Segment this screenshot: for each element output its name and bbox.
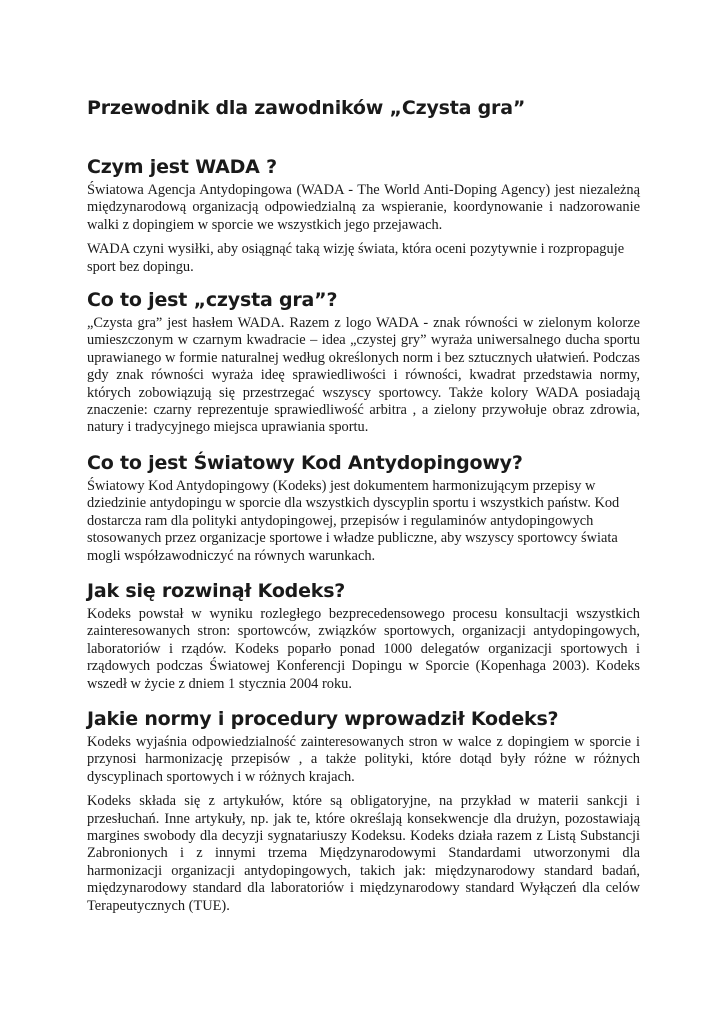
document-title: Przewodnik dla zawodników „Czysta gra” — [87, 97, 526, 119]
paragraph: Kodeks wyjaśnia odpowiedzialność zainteresowanych stron w walce z dopingiem w sporcie i przynosi harmonizację przepisów , a także polityki, które dotąd były różne w różnych dyscyplinach sportowych i w różnych krajach. — [87, 733, 640, 785]
section-heading: Co to jest Światowy Kod Antydopingowy? — [87, 451, 523, 474]
paragraph: Kodeks składa się z artykułów, które są obligatoryjne, na przykład w materii sankcji i przesłuchań. Inne artykuły, np. jak te, które określają konsekwencje dla drużyn, pozostawiają margines swobody dla decyzji sygnatariuszy Kodeksu. Kodeks działa razem z Listą Substancji Zabronionych i z innymi trzema Międzynarodowymi Standardami utworzonymi dla harmonizacji organizacji antydopingowych, takich jak: międzynarodowy standard badań, międzynarodowy standard dla laboratoriów i międzynarodowy standard Wyłączeń dla celów Terapeutycznych (TUE). — [87, 793, 640, 914]
document-page — [87, 96, 640, 929]
paragraph: WADA czyni wysiłki, aby osiągnąć taką wizję świata, która oceni pozytywnie i rozpropaguje sport bez dopingu. — [87, 241, 625, 275]
paragraph: Kodeks powstał w wyniku rozległego bezprecedensowego procesu konsultacji wszystkich zainteresowanych stron: sportowców, związków sportowych, organizacji antydopingowych, laboratoriów i rządów. Kodeks poparło ponad 1000 delegatów organizacji sportowych i rządowych podczas Światowej Konferencji Dopingu w Sporcie (Kopenhaga 2003). Kodeks wszedł w życie z dniem 1 stycznia 2004 roku. — [87, 605, 640, 692]
paragraph: Światowy Kod Antydopingowy (Kodeks) jest dokumentem harmonizującym przepisy w dziedzinie antydopingu w sporcie dla wszystkich dyscyplin sportu i wszystkich państw. Kod dostarcza ram dla polityki antydopingowej, przepisów i regulaminów antydopingowych stosowanych przez organizacje sportowe i władze publiczne, aby wszyscy sportowcy świata mogli współzawodniczyć na równych warunkach. — [87, 477, 620, 564]
section-heading: Jakie normy i procedury wprowadził Kodeks? — [87, 707, 559, 730]
section-heading: Co to jest „czysta gra”? — [87, 289, 338, 312]
paragraph: „Czysta gra” jest hasłem WADA. Razem z logo WADA - znak równości w zielonym kolorze umieszczonym w czarnym kwadracie – idea „czystej gry” wyraża uniwersalnego ducha sportu uprawianego w formie naturalnej według określonych norm i bez sztucznych ułatwień. Podczas gdy znak równości wyraża ideę sprawiedliwości i równości, kwadrat przedstawia normy, których zobowiązują się przestrzegać wszyscy sportowcy. Także kolory WADA posiadają znaczenie: czarny reprezentuje sprawiedliwość arbitra , a zielony przywołuje obraz zdrowia, natury i tradycyjnego miejsca uprawiania sportu. — [87, 315, 640, 436]
section-normy-procedury — [87, 707, 640, 915]
section-czysta-gra — [87, 288, 640, 437]
section-heading: Jak się rozwinął Kodeks? — [87, 579, 346, 602]
section-kod-antydopingowy — [87, 451, 640, 565]
paragraph: Światowa Agencja Antydopingowa (WADA - The World Anti-Doping Agency) jest niezależną międzynarodową organizacją odpowiedzialną za wspieranie, koordynowanie i nadzorowanie walki z dopingiem w sporcie we wszystkich jego przejawach. — [87, 182, 640, 233]
section-rozwoj-kodeksu — [87, 579, 640, 693]
section-wada — [87, 155, 640, 276]
section-heading: Czym jest WADA ? — [87, 156, 277, 178]
